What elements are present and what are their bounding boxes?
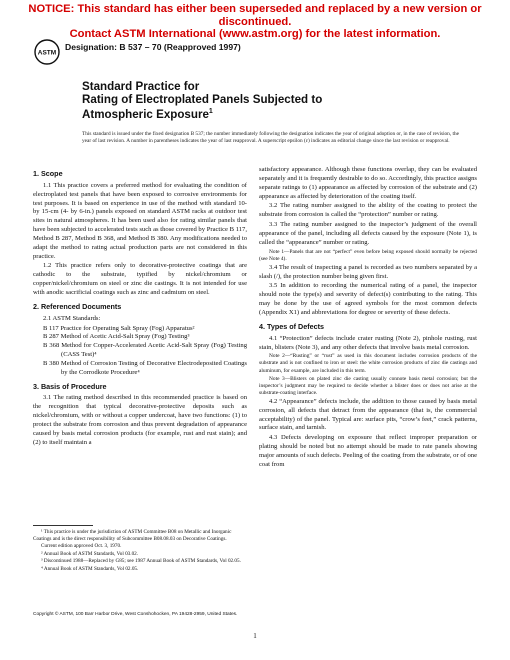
footnote-4: ⁴ Annual Book of ASTM Standards, Vol 02.05. [41, 565, 139, 572]
notice-line-1: NOTICE: This standard has either been superseded and replaced by a new version or discontinued. [28, 3, 482, 28]
section-2-heading: 2. Referenced Documents [33, 301, 122, 311]
reference-b368: B 368 Method for Copper-Accelerated Acetic Acid-Salt Spray (Fog) Testing (CASS Test)⁴ [43, 342, 247, 359]
section-1-heading: 1. Scope [33, 169, 63, 178]
para-4-2: 4.2 “Appearance” defects include, the addition to those caused by basis metal corrosion, all defects that detract from the appearance (that is, the commercial acceptability) of the panel. Typical are: surface pits, “crow’s feet,” crack patterns, surface stain, and tarnish. [259, 397, 477, 432]
footnote-1-edition: Current edition approved Oct. 3, 1970. [41, 543, 122, 550]
para-3-4: 3.4 The result of inspecting a panel is recorded as two numbers separated by a slash (/), the protection number being given first. [259, 263, 477, 280]
para-3-3: 3.3 The rating number assigned to the inspector’s judgment of the overall appearance of the panel, including all defects caused by the exposure (Note 1), is called the “appearance” number or rating. [259, 221, 477, 246]
reference-b380: B 380 Method of Corrosion Testing of Decorative Electrodeposited Coatings by the Corrodkote Procedure⁴ [43, 359, 247, 376]
para-3-1-continued: satisfactory appearance. Although these functions overlap, they can be evaluated separately and it is frequently desirable to do so. Accordingly, this practice assigns separate ratings to (1) appearance as affected by corrosion of the substrate and (2) appearance as affected by deterioration of the coating itself. [259, 166, 477, 200]
para-3-2: 3.2 The rating number assigned to the ability of the coating to protect the substrate from corrosion is called the “protection” number or rating. [259, 202, 477, 219]
footnote-1: ¹ This practice is under the jurisdiction of ASTM Committee B08 on Metallic and Inorganic Coatings and is the direct responsibility of Subcommittee B08.08.03 on Decorative Coatings. [33, 529, 232, 542]
footnote-2: ² Annual Book of ASTM Standards, Vol 03.02. [41, 550, 139, 557]
designation: Designation: B 537 – 70 (Reapproved 1997) [65, 42, 241, 52]
astm-logo-icon [34, 38, 60, 66]
notice-line-2: Contact ASTM International (www.astm.org) for the latest information. [69, 28, 441, 40]
reference-b117: B 117 Practice for Operating Salt Spray (Fog) Apparatus² [43, 324, 195, 332]
title-line-1: Standard Practice for [82, 80, 200, 93]
svg-text:ASTM: ASTM [37, 49, 57, 57]
title-footnote-mark: 1 [208, 108, 213, 116]
para-1-2: 1.2 This practice refers only to decorative-protective coatings that are cathodic to the substrate, typified by nickel/chromium or copper/nickel/chromium on steel or zinc die castings. It is not intended for use with anodic sacrificial coatings such as zinc and cadmium on steel. [33, 262, 247, 296]
footnote-divider [33, 525, 93, 526]
footnotes [33, 525, 247, 574]
footnote-3: ³ Discontinued 1988—Replaced by G85; see 1987 Annual Book of ASTM Standards, Vol 02.05. [41, 558, 241, 565]
document-title [82, 81, 322, 122]
supersession-notice [0, 3, 510, 41]
para-3-1: 3.1 The rating method described in this recommended practice is based on the recognition that typical decorative-protective deposits such as nickel/chromium, with or without a copper undercoat, have two functions: (1) to protect the substrate from corrosion and thus prevent degradation of appearance caused by basis metal corrosion products (for example, rust and rust stain); and (2) to itself maintain a [33, 394, 247, 446]
issue-note: This standard is issued under the fixed designation B 537; the number immediately following the designation indicates the year of original adoption or, in the case of revision, the year of last revision. A number in parentheses indicates the year of last reapproval. A superscript epsilon (ε) indicates an editorial change since the last revision or reapproval. [82, 131, 459, 145]
right-column [259, 166, 477, 471]
title-line-2: Rating of Electroplated Panels Subjected to [82, 92, 323, 106]
para-4-1: 4.1 “Protection” defects include crater rusting (Note 2), pinhole rusting, rust stain, blisters (Note 3), and any other defects that involve basis metal corrosion. [259, 334, 477, 351]
title-line-3: Atmospheric Exposure$^1$ [82, 108, 213, 122]
copyright-line: Copyright © ASTM, 100 Barr Harbor Drive, West Conshohocken, PA 19428-2959, United States. [33, 612, 238, 617]
section-4-heading: 4. Types of Defects [259, 321, 324, 331]
para-1-1: 1.1 This practice covers a preferred method for evaluating the condition of electroplated test panels that have been exposed to corrosive environments for test purposes. It is based on experience in use of the method with standard 10- by 15-cm (4- by 6-in.) panels exposed on standard ASTM racks at outdoor test sites in natural atmospheres. It has been used also for rating similar panels that have been subjected to accelerated tests such as those covered by Practice B 117, Method B 287, Method B 368, and Method B 380. Any modifications needed to adapt the method to rating actual production parts are not considered in this practice. [33, 181, 247, 260]
note-1: Note 1—Panels that are not “perfect” even before being exposed should normally be rejected (see Note 4). [259, 248, 477, 262]
reference-list [33, 325, 247, 378]
reference-b287: B 287 Method of Acetic Acid-Salt Spray (Fog) Testing³ [43, 333, 190, 341]
section-3-heading: 3. Basis of Procedure [33, 381, 107, 391]
left-column [33, 165, 247, 448]
page-number: 1 [253, 632, 257, 640]
para-2-1: 2.1 ASTM Standards: [43, 314, 101, 322]
para-4-3: 4.3 Defects developing on exposure that reflect improper preparation or plating should be noted but no attempt should be made to rate panels showing major amounts of such defects. Peeling of the coating from the substrate, or of one coat from [259, 434, 477, 468]
note-3: Note 3—Blisters on plated zinc die casting usually connote basis metal corrosion; but the inspector’s judgment may be required to decide whether a blister does or does not arise at the substrate-coating interface. [259, 375, 477, 396]
note-2: Note 2—“Rusting” or “rust” as used in this document includes corrosion products of the substrate and is not confined to iron or steel: the white corrosion products of zinc die castings and aluminum, for example, are included in this term. [259, 353, 477, 374]
para-3-5: 3.5 In addition to recording the numerical rating of a panel, the inspector should note the type(s) and severity of defect(s) contributing to the rating. This may be done by the use of agreed symbols for the most common defects (Appendix X1) and abbreviations for degree or severity of these defects. [259, 282, 477, 316]
